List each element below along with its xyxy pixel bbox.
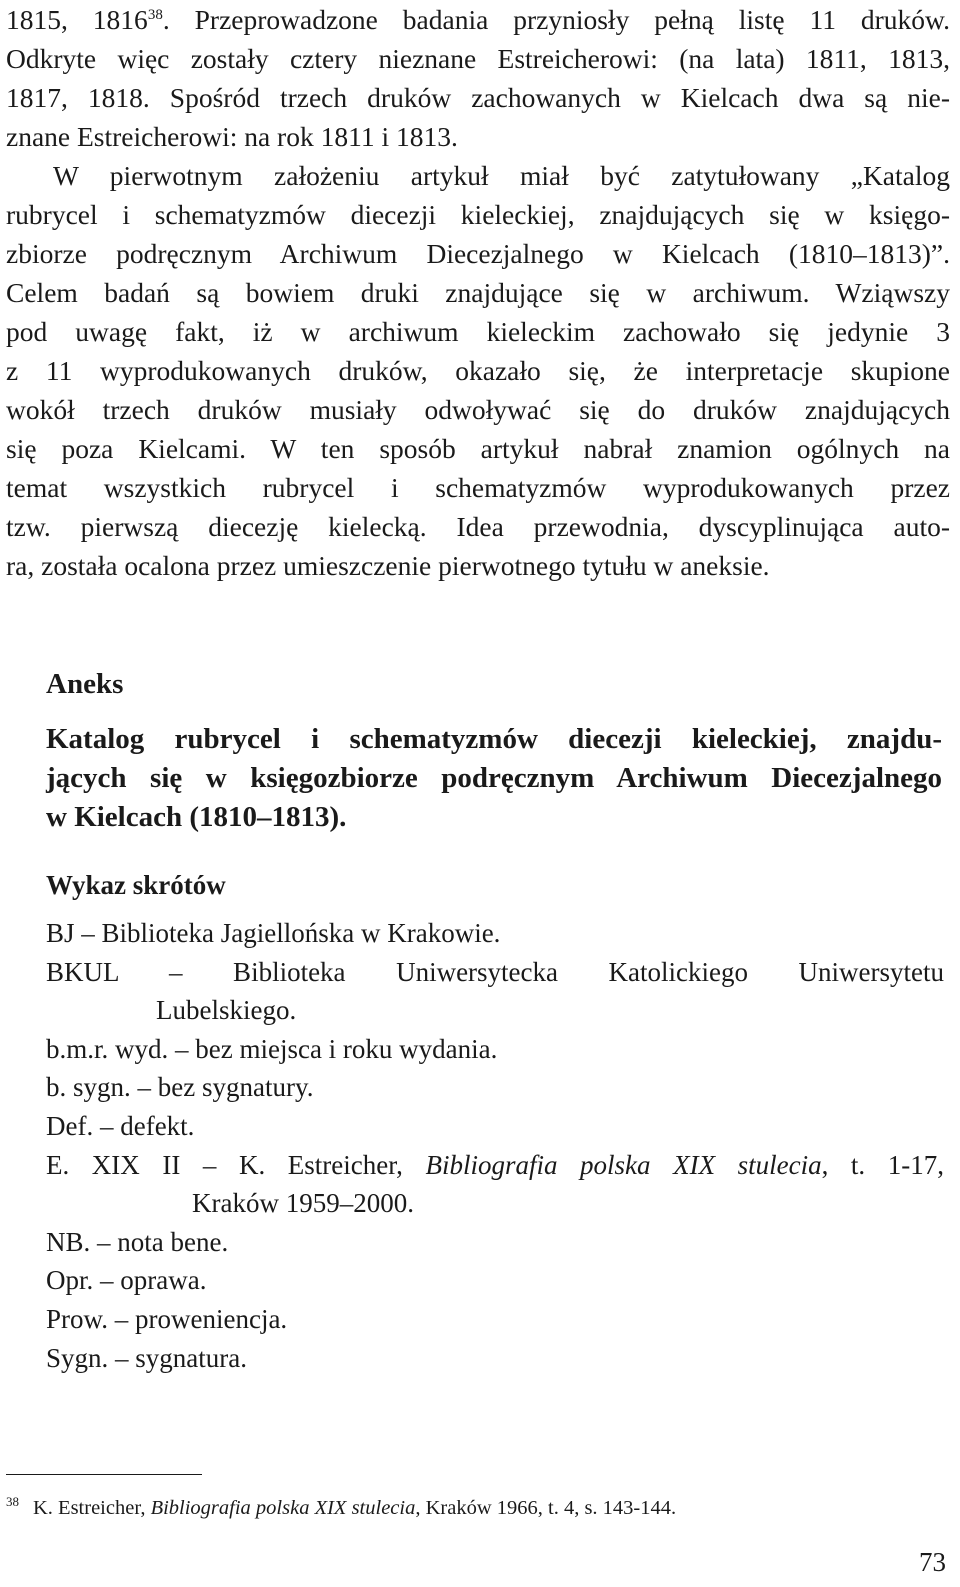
text-line: Celem badań są bowiem druki znajdujące się w archiwum. Wziąwszy	[6, 277, 950, 308]
text-line: rubrycel i schematyzmów diecezji kieleckiej, znajdujących się w księgo-	[6, 199, 950, 230]
text-line: znane Estreicherowi: na rok 1811 i 1813.	[6, 121, 458, 152]
abbreviation-item	[46, 1146, 944, 1223]
abbreviation-item: BJ – Biblioteka Jagiellońska w Krakowie.	[46, 918, 501, 948]
page-number: 73	[919, 1547, 946, 1577]
abbreviation-item: Opr. – oprawa.	[46, 1265, 207, 1296]
abbreviation-item	[46, 953, 944, 1030]
heading-line: Katalog rubrycel i schematyzmów diecezji kieleckiej, znajdu-	[46, 723, 942, 755]
footnote-text: K. Estreicher,	[33, 1496, 151, 1519]
abbreviation-item: Sygn. – sygnatura.	[46, 1342, 247, 1373]
katalog-heading	[46, 720, 942, 837]
text-line: pod uwagę fakt, iż w archiwum kieleckim zachowało się jedynie 3	[6, 316, 950, 347]
abbreviations-heading: Wykaz skrótów	[46, 870, 226, 900]
abbreviation-item: NB. – nota bene.	[46, 1226, 229, 1257]
paragraph-main	[6, 156, 950, 585]
text-line: ra, została ocalona przez umieszczenie pierwotnego tytułu w aneksie.	[6, 550, 770, 581]
abbreviation-item: b.m.r. wyd. – bez miejsca i roku wydania.	[46, 1033, 498, 1064]
text-line: 1817, 1818. Spośród trzech druków zachowanych w Kielcach dwa są nie-	[6, 82, 950, 113]
text-fragment: 1815, 1816	[6, 4, 148, 35]
text-line: zbiorze podręcznym Archiwum Diecezjalnego w Kielcach (1810–1813)”.	[6, 238, 950, 269]
abbreviation-item: b. sygn. – bez sygnatury.	[46, 1072, 314, 1103]
document-page	[6, 0, 950, 585]
abbreviation-item: Prow. – proweniencja.	[46, 1303, 288, 1334]
abbreviation-text: BKUL – Biblioteka Uniwersytecka Katolickiego Uniwersytetu	[46, 956, 944, 987]
heading-line: w Kielcach (1810–1813).	[46, 801, 347, 833]
abbreviation-continuation: Lubelskiego.	[156, 995, 297, 1026]
footnote-ref[interactable]: 38	[147, 6, 163, 23]
footnote-separator	[6, 1474, 202, 1475]
text-line: Odkryte więc zostały cztery nieznane Estreicherowi: (na lata) 1811, 1813,	[6, 43, 950, 74]
text-line: z 11 wyprodukowanych druków, okazało się, że interpretacje skupione	[6, 355, 950, 386]
book-title: Bibliografia polska XIX stulecia	[425, 1149, 822, 1180]
footnote-number: 38	[6, 1494, 19, 1509]
text-fragment: , t. 1-17,	[821, 1149, 944, 1180]
text-line: temat wszystkich rubrycel i schematyzmów wyprodukowanych przez	[6, 472, 950, 503]
abbreviation-text	[46, 1146, 944, 1185]
text-line: wokół trzech druków musiały odwoływać się do druków znajdujących	[6, 394, 950, 425]
text-line	[6, 0, 950, 39]
abbreviation-item: Def. – defekt.	[46, 1110, 195, 1141]
footnote-text: , Kraków 1966, t. 4, s. 143-144.	[415, 1496, 677, 1519]
footnote	[6, 1494, 676, 1520]
text-line: W pierwotnym założeniu artykuł miał być zatytułowany „Katalog	[53, 160, 950, 191]
text-line: się poza Kielcami. W ten sposób artykuł nabrał znamion ogólnych na	[6, 433, 950, 464]
paragraph-continuation	[6, 0, 950, 156]
text-line: tzw. pierwszą diecezję kielecką. Idea przewodnia, dyscyplinująca auto-	[6, 511, 950, 542]
text-fragment: . Przeprowadzone badania przyniosły pełną listę 11 druków.	[162, 4, 951, 35]
footnote-title: Bibliografia polska XIX stulecia	[150, 1496, 416, 1519]
text-fragment: E. XIX II – K. Estreicher,	[46, 1149, 426, 1180]
aneks-heading: Aneks	[46, 668, 124, 700]
heading-line: jących się w księgozbiorze podręcznym Archiwum Diecezjalnego	[46, 762, 942, 794]
abbreviations-list	[46, 914, 944, 1377]
abbreviation-continuation: Kraków 1959–2000.	[192, 1188, 414, 1219]
